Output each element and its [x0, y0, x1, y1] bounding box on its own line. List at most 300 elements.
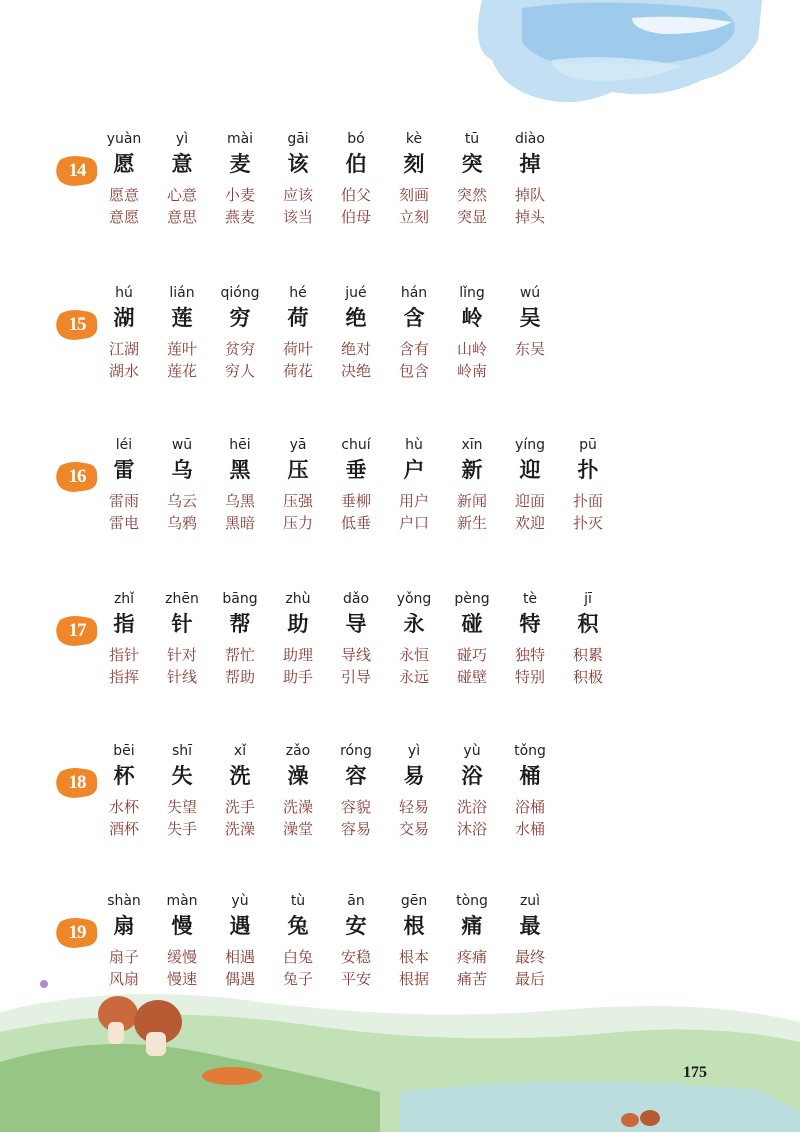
pinyin: shī — [171, 743, 193, 759]
hanzi-character: 扇 — [113, 914, 135, 938]
word-column — [444, 184, 500, 228]
vocabulary-word: 助手 — [282, 668, 313, 686]
character-entry — [270, 590, 326, 636]
vocabulary-word: 碰巧 — [456, 646, 487, 664]
character-entry — [386, 892, 442, 938]
vocabulary-word: 针线 — [166, 668, 197, 686]
character-entry — [270, 892, 326, 938]
lesson-block — [0, 591, 800, 740]
hanzi-character: 雷 — [113, 458, 135, 482]
pinyin: wú — [519, 285, 541, 301]
hanzi-character: 愿 — [113, 152, 135, 176]
pinyin: bāng — [222, 591, 258, 607]
vocabulary-word: 独特 — [514, 646, 545, 664]
vocabulary-word: 新闻 — [456, 492, 487, 510]
vocabulary-word: 风扇 — [108, 970, 139, 988]
vocabulary-word: 永远 — [398, 668, 429, 686]
vocabulary-word: 白兔 — [282, 948, 313, 966]
character-entry — [96, 892, 152, 938]
vocabulary-word: 水桶 — [514, 820, 545, 838]
hanzi-character: 户 — [403, 458, 425, 482]
meadow-illustration — [0, 972, 800, 1132]
vocabulary-word: 洗澡 — [282, 798, 313, 816]
vocabulary-word: 突显 — [456, 208, 487, 226]
character-entry — [212, 436, 268, 482]
pinyin: lián — [169, 285, 195, 301]
lesson-block — [0, 437, 800, 586]
hanzi-character: 荷 — [287, 306, 309, 330]
hanzi-character: 指 — [113, 612, 135, 636]
vocabulary-word: 心意 — [166, 186, 197, 204]
hanzi-character: 助 — [287, 612, 309, 636]
word-column — [328, 184, 384, 228]
vocabulary-word: 莲叶 — [166, 340, 197, 358]
vocabulary-word: 山岭 — [456, 340, 487, 358]
vocabulary-word: 伯母 — [340, 208, 371, 226]
vocabulary-word: 立刻 — [398, 208, 429, 226]
vocabulary-word: 岭南 — [456, 362, 487, 380]
word-column — [386, 184, 442, 228]
hanzi-character: 洗 — [229, 764, 251, 788]
hanzi-character: 痛 — [461, 914, 483, 938]
pinyin: pèng — [454, 591, 490, 607]
hanzi-character: 慢 — [171, 914, 193, 938]
word-column — [386, 644, 442, 688]
word-column — [560, 490, 616, 534]
character-entry — [386, 130, 442, 176]
character-entry — [154, 130, 210, 176]
word-column — [154, 338, 210, 382]
word-column — [154, 184, 210, 228]
hanzi-character: 新 — [461, 458, 483, 482]
vocabulary-word: 贫穷 — [224, 340, 255, 358]
pinyin: gēn — [400, 893, 428, 909]
pinyin: yā — [289, 437, 307, 453]
vocabulary-word: 根据 — [398, 970, 429, 988]
vocabulary-word: 缓慢 — [166, 948, 197, 966]
vocabulary-word: 垂柳 — [340, 492, 371, 510]
pinyin: tè — [522, 591, 538, 607]
character-entry — [270, 742, 326, 788]
pinyin: hán — [400, 285, 428, 301]
vocabulary-word: 户口 — [398, 514, 429, 532]
vocabulary-word: 压强 — [282, 492, 313, 510]
pinyin: ān — [347, 893, 365, 909]
character-entry — [560, 436, 616, 482]
hanzi-character: 桶 — [519, 764, 541, 788]
vocabulary-word: 该当 — [282, 208, 313, 226]
vocabulary-word: 愿意 — [108, 186, 139, 204]
vocabulary-word: 偶遇 — [224, 970, 255, 988]
pinyin: jī — [584, 591, 592, 607]
vocabulary-word: 意思 — [166, 208, 197, 226]
vocabulary-word: 平安 — [340, 970, 371, 988]
hanzi-character: 扑 — [577, 458, 599, 482]
vocabulary-word: 燕麦 — [224, 208, 255, 226]
vocabulary-word: 相遇 — [224, 948, 255, 966]
pinyin: tù — [290, 893, 306, 909]
character-entry — [502, 892, 558, 938]
word-column — [270, 644, 326, 688]
pinyin: xīn — [461, 437, 483, 453]
character-entry — [212, 892, 268, 938]
word-column — [502, 644, 558, 688]
vocabulary-word: 莲花 — [166, 362, 197, 380]
pinyin: yì — [407, 743, 421, 759]
pinyin: yù — [463, 743, 481, 759]
vocabulary-word: 东吴 — [514, 340, 545, 358]
pinyin: dǎo — [342, 591, 370, 607]
pinyin: lǐng — [459, 285, 485, 301]
vocabulary-word: 用户 — [398, 492, 429, 510]
vocabulary-word: 澡堂 — [282, 820, 313, 838]
hanzi-character: 澡 — [287, 764, 309, 788]
vocabulary-word: 乌黑 — [224, 492, 255, 510]
vocabulary-word: 扇子 — [108, 948, 139, 966]
vocabulary-word: 导线 — [340, 646, 371, 664]
word-column — [154, 644, 210, 688]
word-column — [96, 184, 152, 228]
character-entry — [96, 130, 152, 176]
page-number: 175 — [683, 1064, 707, 1081]
character-entry — [212, 742, 268, 788]
vocabulary-word: 碰壁 — [456, 668, 487, 686]
character-entry — [444, 284, 500, 330]
hanzi-character: 刻 — [403, 152, 425, 176]
hanzi-character: 湖 — [113, 306, 135, 330]
pinyin: zhù — [285, 591, 311, 607]
word-column — [154, 490, 210, 534]
pinyin: zhēn — [165, 591, 199, 607]
hanzi-character: 该 — [287, 152, 309, 176]
word-column — [270, 338, 326, 382]
word-column — [96, 796, 152, 840]
lesson-block — [0, 743, 800, 892]
word-column — [328, 338, 384, 382]
vocabulary-word: 最后 — [514, 970, 545, 988]
lesson-number-badge — [54, 308, 100, 342]
hanzi-character: 岭 — [461, 306, 483, 330]
vocabulary-word: 乌云 — [166, 492, 197, 510]
hanzi-character: 杯 — [113, 764, 135, 788]
vocabulary-word: 痛苦 — [456, 970, 487, 988]
word-column — [386, 338, 442, 382]
vocabulary-word: 包含 — [398, 362, 429, 380]
hanzi-character: 穷 — [229, 306, 251, 330]
vocabulary-word: 指针 — [108, 646, 139, 664]
hanzi-character: 浴 — [461, 764, 483, 788]
vocabulary-word: 根本 — [398, 948, 429, 966]
hanzi-character: 伯 — [345, 152, 367, 176]
pinyin: chuí — [341, 437, 371, 453]
pinyin: yù — [231, 893, 249, 909]
character-entry — [328, 284, 384, 330]
character-entry — [154, 742, 210, 788]
vocabulary-word: 指挥 — [108, 668, 139, 686]
vocabulary-word: 帮忙 — [224, 646, 255, 664]
vocabulary-word: 扑面 — [572, 492, 603, 510]
vocabulary-word: 应该 — [282, 186, 313, 204]
pinyin: hú — [115, 285, 133, 301]
word-column — [444, 796, 500, 840]
lesson-number-badge — [54, 154, 100, 188]
vocabulary-word: 针对 — [166, 646, 197, 664]
vocabulary-word: 助理 — [282, 646, 313, 664]
word-column — [212, 490, 268, 534]
character-entry — [444, 130, 500, 176]
vocabulary-word: 浴桶 — [514, 798, 545, 816]
word-column — [96, 490, 152, 534]
vocabulary-word: 含有 — [398, 340, 429, 358]
vocabulary-word: 意愿 — [108, 208, 139, 226]
lesson-number-badge — [54, 614, 100, 648]
vocabulary-word: 容貌 — [340, 798, 371, 816]
hanzi-character: 永 — [403, 612, 425, 636]
word-column — [154, 796, 210, 840]
character-entry — [328, 130, 384, 176]
hanzi-character: 含 — [403, 306, 425, 330]
pinyin: shàn — [107, 893, 141, 909]
character-entry — [328, 742, 384, 788]
hanzi-character: 最 — [519, 914, 541, 938]
vocabulary-word: 穷人 — [224, 362, 255, 380]
pinyin: bēi — [113, 743, 135, 759]
hanzi-character: 麦 — [229, 152, 251, 176]
word-column — [212, 184, 268, 228]
pinyin: bó — [347, 131, 365, 147]
character-entry — [502, 130, 558, 176]
vocabulary-word: 失手 — [166, 820, 197, 838]
hanzi-character: 掉 — [519, 152, 541, 176]
hanzi-character: 兔 — [287, 914, 309, 938]
vocabulary-word: 帮助 — [224, 668, 255, 686]
word-column — [328, 796, 384, 840]
vocabulary-word: 江湖 — [108, 340, 139, 358]
character-entry — [96, 436, 152, 482]
vocabulary-word: 湖水 — [108, 362, 139, 380]
vocabulary-word: 洗澡 — [224, 820, 255, 838]
vocabulary-word: 掉头 — [514, 208, 545, 226]
sky-watercolor — [462, 0, 762, 112]
lesson-block — [0, 285, 800, 434]
pinyin: hēi — [229, 437, 251, 453]
lesson-number: 18 — [68, 772, 86, 793]
word-column — [212, 644, 268, 688]
word-column — [96, 644, 152, 688]
vocabulary-word: 绝对 — [340, 340, 371, 358]
word-column — [270, 490, 326, 534]
hanzi-character: 绝 — [345, 306, 367, 330]
vocabulary-word: 疼痛 — [456, 948, 487, 966]
vocabulary-word: 慢速 — [166, 970, 197, 988]
character-entry — [502, 590, 558, 636]
pinyin: màn — [166, 893, 198, 909]
pinyin: qióng — [220, 285, 260, 301]
character-entry — [502, 284, 558, 330]
character-entry — [96, 742, 152, 788]
vocabulary-word: 突然 — [456, 186, 487, 204]
hanzi-character: 导 — [345, 612, 367, 636]
pinyin: tǒng — [514, 743, 546, 759]
character-entry — [212, 284, 268, 330]
vocabulary-word: 压力 — [282, 514, 313, 532]
vocabulary-word: 引导 — [340, 668, 371, 686]
character-entry — [212, 130, 268, 176]
vocabulary-word: 最终 — [514, 948, 545, 966]
hanzi-character: 压 — [287, 458, 309, 482]
hanzi-character: 莲 — [171, 306, 193, 330]
pinyin: léi — [115, 437, 133, 453]
word-column — [212, 796, 268, 840]
hanzi-character: 黑 — [229, 458, 251, 482]
vocabulary-word: 扑灭 — [572, 514, 603, 532]
character-entry — [444, 590, 500, 636]
hanzi-character: 迎 — [519, 458, 541, 482]
lesson-number-badge — [54, 460, 100, 494]
word-column — [96, 338, 152, 382]
hanzi-character: 垂 — [345, 458, 367, 482]
vocabulary-word: 雷雨 — [108, 492, 139, 510]
pinyin: xǐ — [233, 743, 247, 759]
hanzi-character: 失 — [171, 764, 193, 788]
vocabulary-word: 雷电 — [108, 514, 139, 532]
hanzi-character: 碰 — [461, 612, 483, 636]
vocabulary-word: 积极 — [572, 668, 603, 686]
character-entry — [328, 590, 384, 636]
vocabulary-word: 刻画 — [398, 186, 429, 204]
vocabulary-word: 安稳 — [340, 948, 371, 966]
character-entry — [444, 436, 500, 482]
hanzi-character: 容 — [345, 764, 367, 788]
hanzi-character: 特 — [519, 612, 541, 636]
pinyin: pū — [579, 437, 597, 453]
vocabulary-word: 兔子 — [282, 970, 313, 988]
word-column — [502, 338, 558, 360]
hanzi-character: 吴 — [519, 306, 541, 330]
vocabulary-word: 乌鸦 — [166, 514, 197, 532]
character-entry — [386, 284, 442, 330]
vocabulary-word: 沐浴 — [456, 820, 487, 838]
vocabulary-word: 黑暗 — [224, 514, 255, 532]
hanzi-character: 针 — [171, 612, 193, 636]
hanzi-character: 乌 — [171, 458, 193, 482]
lesson-number: 14 — [68, 160, 86, 181]
pinyin: diào — [515, 131, 545, 147]
word-column — [502, 490, 558, 534]
pinyin: hù — [405, 437, 423, 453]
vocabulary-word: 洗手 — [224, 798, 255, 816]
vocabulary-word: 酒杯 — [108, 820, 139, 838]
vocabulary-word: 新生 — [456, 514, 487, 532]
vocabulary-word: 欢迎 — [514, 514, 545, 532]
vocabulary-word: 特别 — [514, 668, 545, 686]
lesson-number: 16 — [68, 466, 86, 487]
character-entry — [154, 892, 210, 938]
pinyin: zǎo — [285, 743, 311, 759]
character-entry — [270, 130, 326, 176]
lesson-number: 19 — [68, 922, 86, 943]
hanzi-character: 突 — [461, 152, 483, 176]
character-entry — [386, 742, 442, 788]
hanzi-character: 根 — [403, 914, 425, 938]
word-column — [212, 338, 268, 382]
vocabulary-word: 积累 — [572, 646, 603, 664]
pinyin: zhǐ — [113, 591, 135, 607]
vocabulary-word: 轻易 — [398, 798, 429, 816]
lesson-number: 15 — [68, 314, 86, 335]
word-column — [502, 796, 558, 840]
lesson-number-badge — [54, 766, 100, 800]
character-entry — [154, 436, 210, 482]
pinyin: kè — [405, 131, 423, 147]
vocabulary-word: 低垂 — [340, 514, 371, 532]
pinyin: hé — [289, 285, 307, 301]
character-entry — [502, 742, 558, 788]
pinyin: yì — [175, 131, 189, 147]
hanzi-character: 安 — [345, 914, 367, 938]
character-entry — [502, 436, 558, 482]
pinyin: yǒng — [396, 591, 432, 607]
word-column — [270, 184, 326, 228]
vocabulary-word: 小麦 — [224, 186, 255, 204]
character-entry — [96, 590, 152, 636]
vocabulary-word: 荷花 — [282, 362, 313, 380]
pinyin: mài — [226, 131, 254, 147]
pinyin: yuàn — [106, 131, 142, 147]
hanzi-character: 积 — [577, 612, 599, 636]
word-column — [328, 644, 384, 688]
hanzi-character: 意 — [171, 152, 193, 176]
hanzi-character: 易 — [403, 764, 425, 788]
word-column — [560, 644, 616, 688]
lesson-block — [0, 131, 800, 280]
vocabulary-word: 失望 — [166, 798, 197, 816]
pinyin: tòng — [456, 893, 488, 909]
hanzi-character: 遇 — [229, 914, 251, 938]
character-entry — [444, 892, 500, 938]
character-entry — [386, 590, 442, 636]
hanzi-character: 帮 — [229, 612, 251, 636]
character-entry — [154, 590, 210, 636]
vocabulary-word: 伯父 — [340, 186, 371, 204]
character-entry — [328, 892, 384, 938]
pinyin: gāi — [287, 131, 309, 147]
vocabulary-word: 永恒 — [398, 646, 429, 664]
vocabulary-word: 容易 — [340, 820, 371, 838]
lesson-number-badge — [54, 916, 100, 950]
character-entry — [212, 590, 268, 636]
word-column — [502, 184, 558, 228]
character-entry — [386, 436, 442, 482]
character-entry — [444, 742, 500, 788]
character-entry — [560, 590, 616, 636]
character-entry — [270, 436, 326, 482]
word-column — [386, 796, 442, 840]
character-entry — [328, 436, 384, 482]
pinyin: wū — [171, 437, 193, 453]
word-column — [386, 490, 442, 534]
vocabulary-word: 决绝 — [340, 362, 371, 380]
vocabulary-word: 交易 — [398, 820, 429, 838]
character-entry — [154, 284, 210, 330]
pinyin: jué — [345, 285, 367, 301]
word-column — [328, 490, 384, 534]
pinyin: tū — [464, 131, 480, 147]
vocabulary-word: 迎面 — [514, 492, 545, 510]
vocabulary-word: 水杯 — [108, 798, 139, 816]
pinyin: yíng — [515, 437, 545, 453]
vocabulary-word: 掉队 — [514, 186, 545, 204]
